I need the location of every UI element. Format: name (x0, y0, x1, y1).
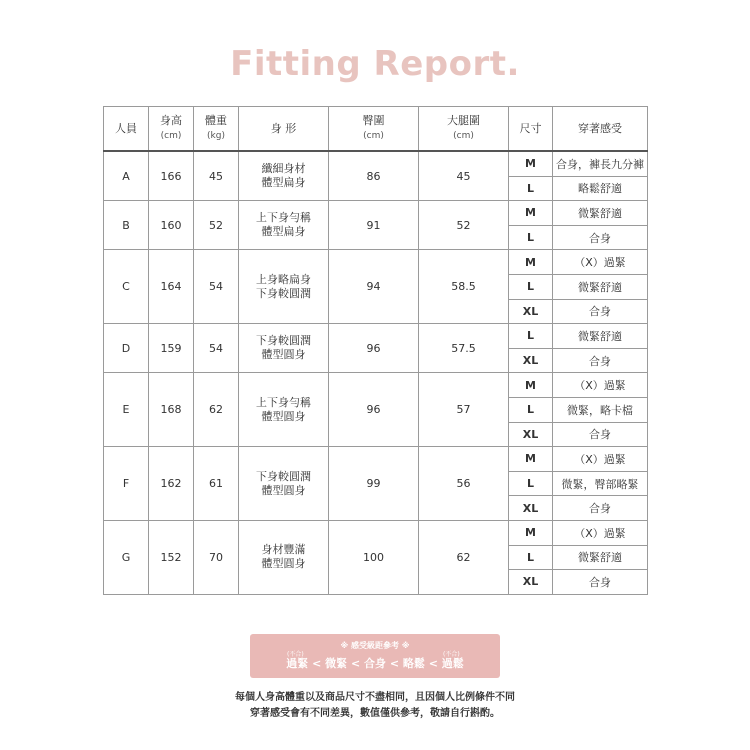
cell-feel: 合身，褲長九分褲 (553, 151, 648, 176)
cell-weight: 61 (194, 447, 239, 521)
cell-thigh: 52 (419, 201, 509, 250)
cell-shape: 上下身勻稱 體型圓身 (239, 373, 329, 447)
header-person: 人員 (104, 107, 149, 152)
footnote-line-2: 穿著感受會有不同差異，數值僅供參考，敬請自行斟酌。 (250, 708, 500, 719)
cell-size: M (509, 250, 553, 275)
cell-size: L (509, 471, 553, 496)
cell-size: XL (509, 496, 553, 521)
cell-feel: 略鬆舒適 (553, 176, 648, 201)
header-size: 尺寸 (509, 107, 553, 152)
cell-shape: 上下身勻稱 體型扁身 (239, 201, 329, 250)
cell-hip: 94 (329, 250, 419, 324)
legend-note-right: (不合) (443, 651, 460, 658)
cell-shape: 下身較圓潤 體型圓身 (239, 324, 329, 373)
header-thigh: 大腿圍 (cm) (419, 107, 509, 152)
table-row (104, 250, 648, 275)
cell-size: M (509, 201, 553, 226)
cell-weight: 62 (194, 373, 239, 447)
header-weight: 體重 (kg) (194, 107, 239, 152)
table-row (104, 520, 648, 545)
table-row (104, 447, 648, 472)
cell-feel: 微緊舒適 (553, 274, 648, 299)
cell-size: M (509, 151, 553, 176)
cell-feel: 合身 (553, 496, 648, 521)
cell-person: E (104, 373, 149, 447)
header-feel: 穿著感受 (553, 107, 648, 152)
cell-feel: （X）過緊 (553, 373, 648, 398)
legend-scale: 過緊 < 微緊 < 合身 < 略鬆 < 過鬆 (286, 657, 464, 670)
cell-hip: 99 (329, 447, 419, 521)
cell-size: L (509, 397, 553, 422)
page-title: Fitting Report. (230, 44, 520, 84)
cell-person: F (104, 447, 149, 521)
cell-feel: 合身 (553, 299, 648, 324)
cell-weight: 52 (194, 201, 239, 250)
table-header-row (104, 107, 648, 152)
header-shape: 身 形 (239, 107, 329, 152)
cell-person: D (104, 324, 149, 373)
feel-scale-legend (250, 634, 500, 678)
header-hip: 臀圍 (cm) (329, 107, 419, 152)
cell-height: 159 (149, 324, 194, 373)
cell-thigh: 58.5 (419, 250, 509, 324)
cell-height: 168 (149, 373, 194, 447)
cell-weight: 45 (194, 151, 239, 201)
cell-feel: 微緊舒適 (553, 201, 648, 226)
cell-size: M (509, 373, 553, 398)
cell-thigh: 57.5 (419, 324, 509, 373)
cell-thigh: 56 (419, 447, 509, 521)
cell-weight: 54 (194, 250, 239, 324)
cell-height: 152 (149, 520, 194, 594)
cell-thigh: 57 (419, 373, 509, 447)
header-height: 身高 (cm) (149, 107, 194, 152)
cell-size: XL (509, 570, 553, 595)
cell-size: L (509, 176, 553, 201)
cell-weight: 54 (194, 324, 239, 373)
cell-thigh: 45 (419, 151, 509, 201)
cell-size: L (509, 225, 553, 250)
footnote-line-1: 每個人身高體重以及商品尺寸不盡相同，且因個人比例條件不同 (235, 692, 515, 703)
cell-shape: 纖細身材 體型扁身 (239, 151, 329, 201)
cell-size: XL (509, 422, 553, 447)
cell-height: 164 (149, 250, 194, 324)
cell-hip: 91 (329, 201, 419, 250)
cell-weight: 70 (194, 520, 239, 594)
cell-feel: 微緊舒適 (553, 545, 648, 570)
cell-hip: 96 (329, 373, 419, 447)
cell-thigh: 62 (419, 520, 509, 594)
cell-size: XL (509, 348, 553, 373)
cell-hip: 100 (329, 520, 419, 594)
cell-size: L (509, 545, 553, 570)
table-row (104, 373, 648, 398)
cell-feel: （X）過緊 (553, 447, 648, 472)
cell-person: B (104, 201, 149, 250)
table-row (104, 324, 648, 349)
cell-feel: （X）過緊 (553, 250, 648, 275)
cell-person: C (104, 250, 149, 324)
cell-feel: 合身 (553, 225, 648, 250)
cell-person: G (104, 520, 149, 594)
cell-feel: 微緊，臀部略緊 (553, 471, 648, 496)
cell-size: M (509, 447, 553, 472)
cell-feel: 微緊舒適 (553, 324, 648, 349)
legend-title: ※ 感受級距參考 ※ (340, 641, 410, 650)
table-row (104, 151, 648, 176)
cell-height: 160 (149, 201, 194, 250)
cell-height: 166 (149, 151, 194, 201)
cell-shape: 上身略扁身 下身較圓潤 (239, 250, 329, 324)
cell-feel: 微緊，略卡檔 (553, 397, 648, 422)
legend-note-left: (不合) (287, 651, 304, 658)
cell-feel: （X）過緊 (553, 520, 648, 545)
cell-feel: 合身 (553, 422, 648, 447)
cell-person: A (104, 151, 149, 201)
cell-feel: 合身 (553, 570, 648, 595)
table-row (104, 201, 648, 226)
cell-feel: 合身 (553, 348, 648, 373)
fitting-table (103, 106, 648, 595)
cell-hip: 86 (329, 151, 419, 201)
cell-size: M (509, 520, 553, 545)
cell-size: L (509, 324, 553, 349)
cell-height: 162 (149, 447, 194, 521)
cell-hip: 96 (329, 324, 419, 373)
cell-size: L (509, 274, 553, 299)
cell-shape: 身材豐滿 體型圓身 (239, 520, 329, 594)
cell-shape: 下身較圓潤 體型圓身 (239, 447, 329, 521)
cell-size: XL (509, 299, 553, 324)
